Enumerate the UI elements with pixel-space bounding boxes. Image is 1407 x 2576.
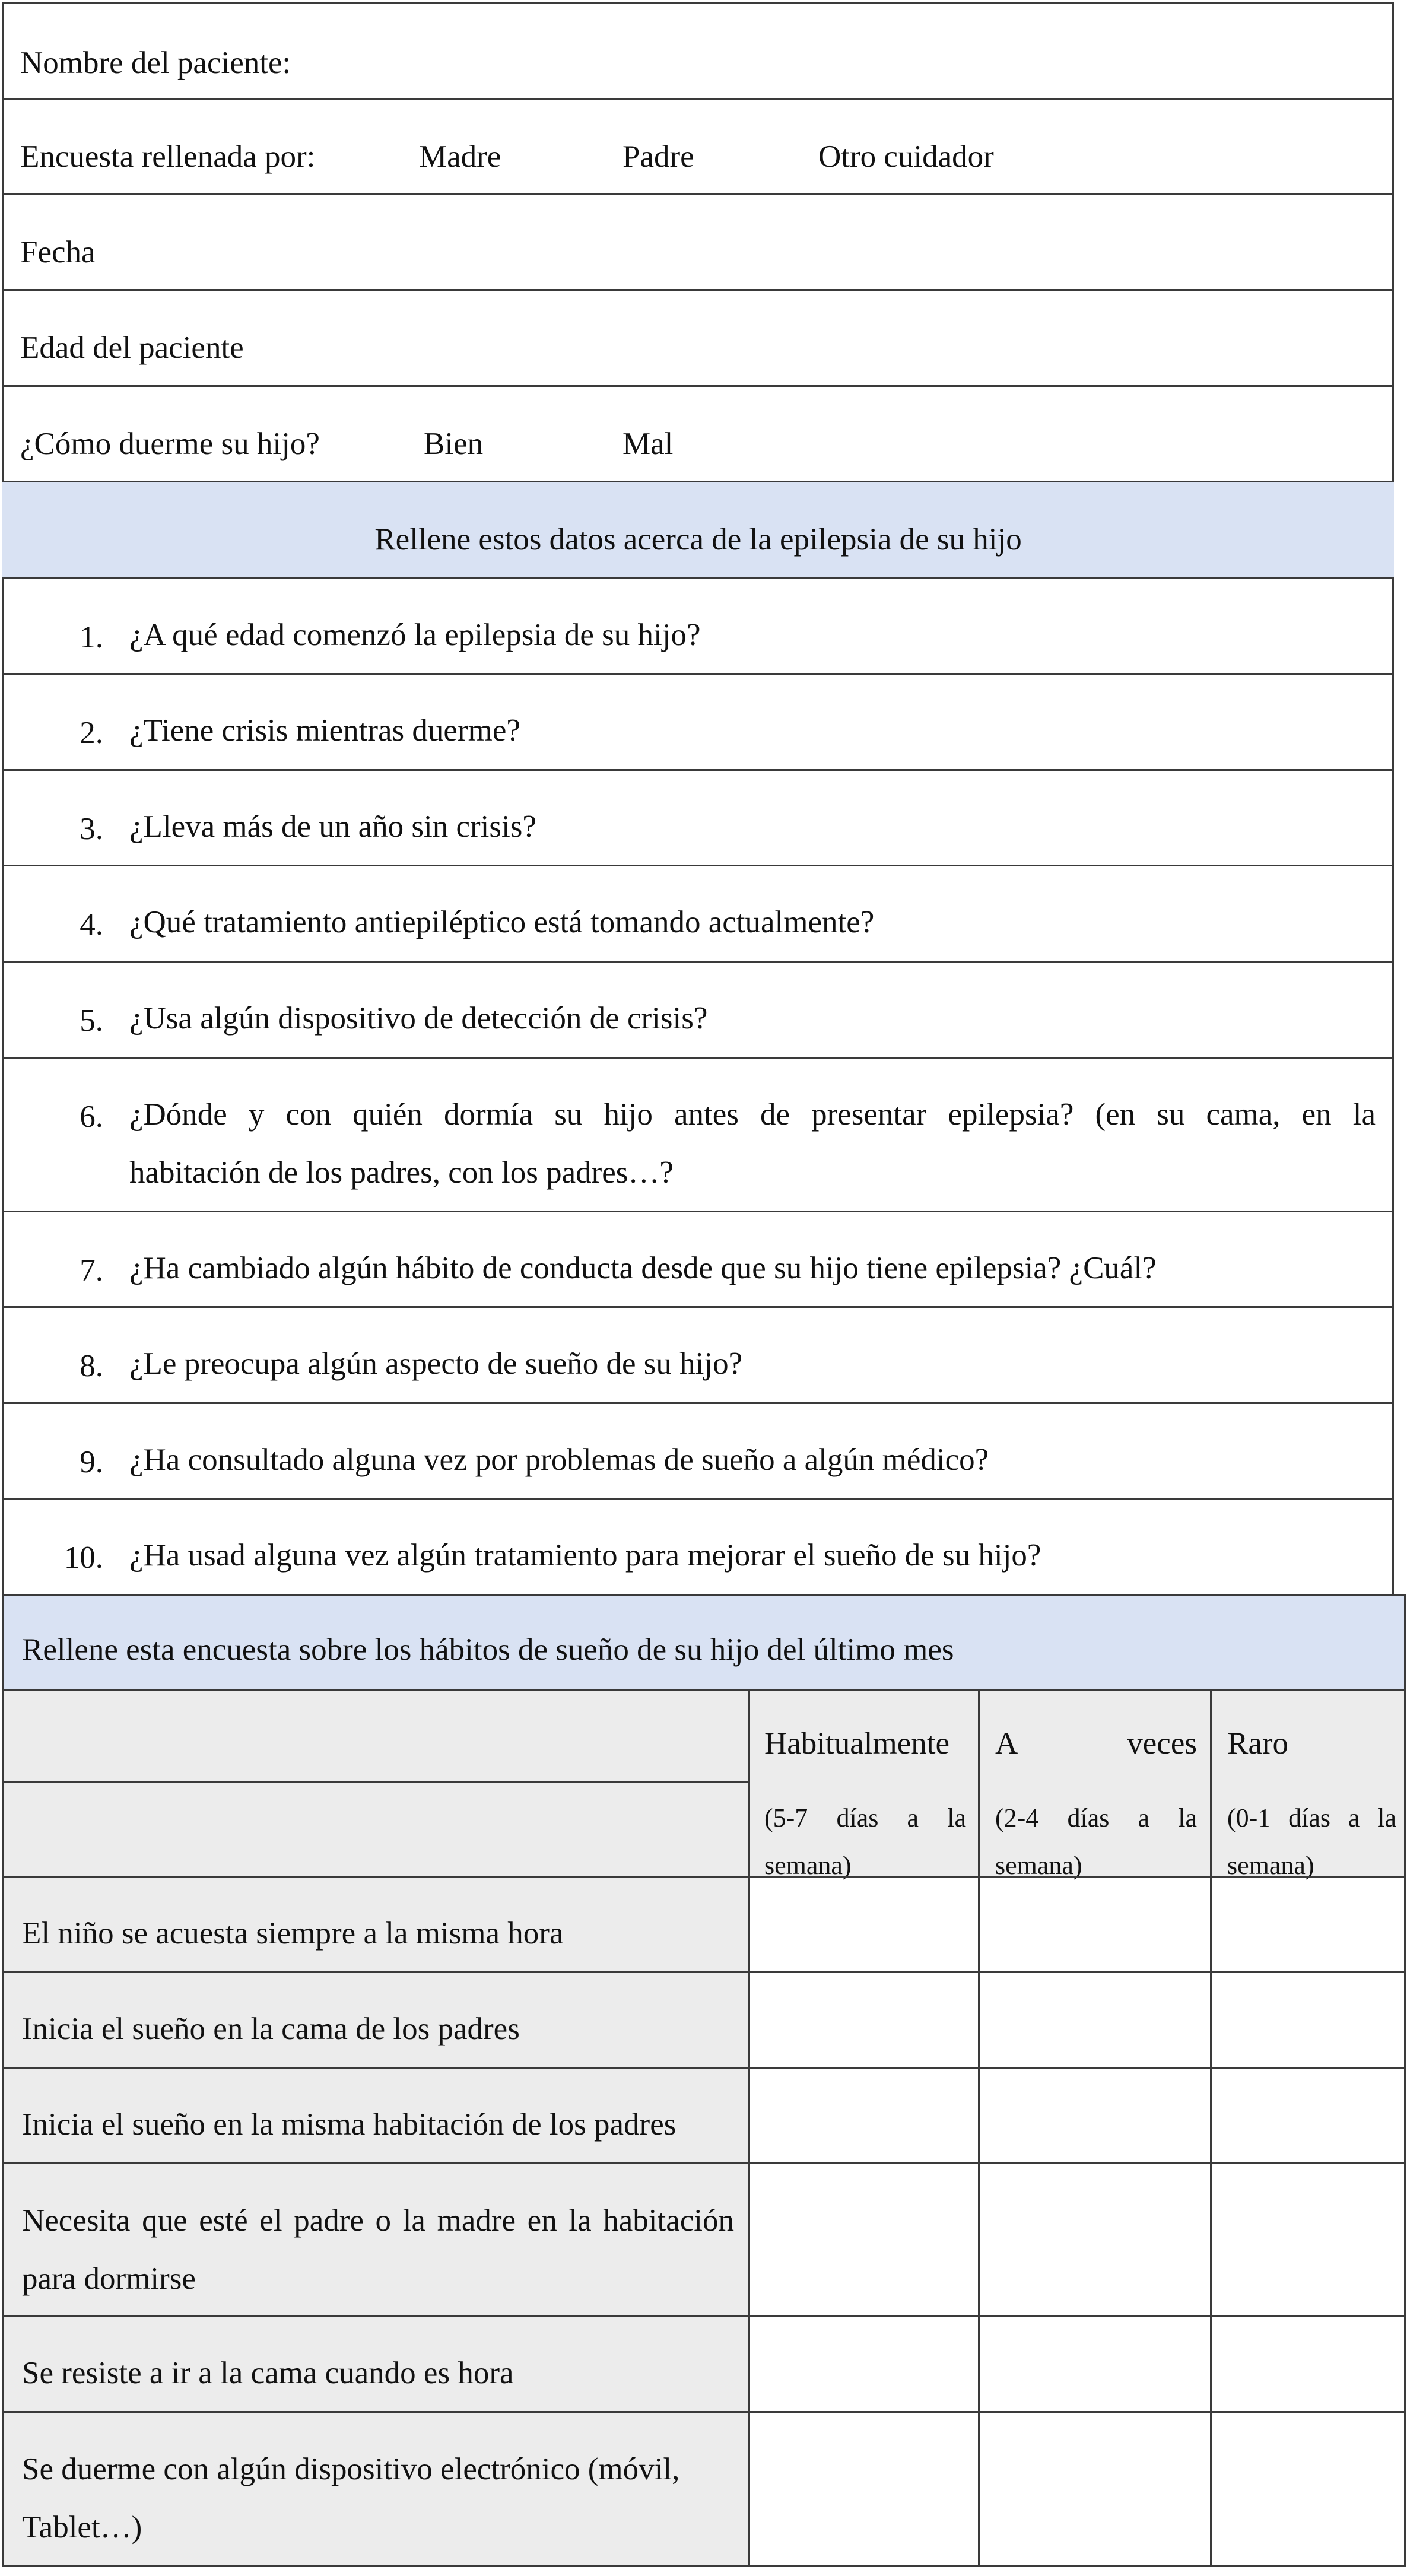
section1-title: Rellene estos datos acerca de la epilepsia de su hijo — [374, 522, 1022, 557]
question-7[interactable] — [2, 1212, 1394, 1308]
filled-by-label: Encuesta rellenada por: — [20, 139, 316, 174]
date-row[interactable] — [2, 195, 1394, 291]
sleep-row — [2, 387, 1394, 482]
section2-header — [2, 1594, 1406, 1691]
sleep-label: ¿Cómo duerme su hijo? — [20, 427, 320, 461]
question-text: ¿Lleva más de un año sin crisis? — [129, 809, 536, 844]
question-text: ¿Ha usad alguna vez algún tratamiento para mejorar el sueño de su hijo? — [129, 1538, 1041, 1573]
answer-cell-raro[interactable] — [1210, 1876, 1406, 1973]
question-number: 2. — [80, 716, 103, 750]
question-text: ¿Ha consultado alguna vez por problemas de sueño a algún médico? — [129, 1443, 989, 1477]
answer-cell-raro[interactable] — [1210, 2067, 1406, 2164]
col-label: A veces — [995, 1726, 1197, 1761]
habit-text: Inicia el sueño en la cama de los padres — [22, 2012, 520, 2046]
col-label: Habitualmente — [764, 1726, 949, 1761]
col-sub: (2-4 días a la semana) — [995, 1803, 1197, 1880]
patient-name-label: Nombre del paciente: — [20, 46, 291, 80]
question-number: 6. — [80, 1100, 103, 1134]
answer-cell-habitualmente[interactable] — [748, 2315, 980, 2413]
col-sub: (0-1 días a la semana) — [1227, 1803, 1396, 1880]
corner-cell-bottom — [2, 1781, 750, 1878]
col-header-raro — [1210, 1689, 1406, 1878]
question-9[interactable] — [2, 1404, 1394, 1500]
question-number: 5. — [80, 1003, 103, 1038]
question-number: 4. — [80, 907, 103, 942]
habit-text: El niño se acuesta siempre a la misma hora — [22, 1916, 564, 1951]
question-5[interactable] — [2, 963, 1394, 1059]
option-madre[interactable]: Madre — [419, 139, 501, 174]
col-sub: (5-7 días a la semana) — [764, 1803, 966, 1880]
habit-row-label — [2, 2162, 750, 2317]
habit-row-label — [2, 2411, 750, 2567]
answer-cell-a-veces[interactable] — [978, 2162, 1212, 2317]
answer-cell-habitualmente[interactable] — [748, 2411, 980, 2567]
question-number: 9. — [80, 1445, 103, 1479]
age-row[interactable] — [2, 291, 1394, 387]
habit-text: Se resiste a ir a la cama cuando es hora — [22, 2356, 514, 2390]
question-number: 10. — [63, 1540, 103, 1575]
answer-cell-habitualmente[interactable] — [748, 1876, 980, 1973]
answer-cell-habitualmente[interactable] — [748, 1971, 980, 2069]
age-label: Edad del paciente — [20, 331, 244, 365]
question-number: 7. — [80, 1253, 103, 1288]
answer-cell-raro[interactable] — [1210, 1971, 1406, 2069]
habit-text: Inicia el sueño en la misma habitación de los padres — [22, 2107, 676, 2142]
question-10[interactable] — [2, 1500, 1394, 1596]
answer-cell-habitualmente[interactable] — [748, 2067, 980, 2164]
question-text: ¿Le preocupa algún aspecto de sueño de su hijo? — [129, 1346, 743, 1381]
question-text-line1: ¿Dónde y con quién dormía su hijo antes de presentar epilepsia? (en su cama, en la — [129, 1097, 1376, 1132]
filled-by-row — [2, 100, 1394, 195]
answer-cell-raro[interactable] — [1210, 2315, 1406, 2413]
habit-row-label — [2, 1876, 750, 1973]
col-label: Raro — [1227, 1726, 1289, 1761]
question-6[interactable] — [2, 1059, 1394, 1212]
question-3[interactable] — [2, 771, 1394, 866]
question-1[interactable] — [2, 579, 1394, 675]
answer-cell-a-veces[interactable] — [978, 2315, 1212, 2413]
answer-cell-a-veces[interactable] — [978, 1876, 1212, 1973]
question-text-line2: habitación de los padres, con los padres…? — [129, 1155, 674, 1190]
habits-table — [2, 1594, 1406, 2574]
question-text: ¿Tiene crisis mientras duerme? — [129, 713, 520, 748]
option-otro-cuidador[interactable]: Otro cuidador — [818, 139, 994, 174]
col-header-habitualmente — [748, 1689, 980, 1878]
patient-name-row[interactable] — [2, 2, 1394, 100]
section1-header — [2, 482, 1394, 579]
habit-text: Se duerme con algún dispositivo electrónico (móvil, Tablet…) — [22, 2452, 680, 2545]
answer-cell-raro[interactable] — [1210, 2162, 1406, 2317]
answer-cell-a-veces[interactable] — [978, 1971, 1212, 2069]
question-text: ¿A qué edad comenzó la epilepsia de su hijo? — [129, 618, 701, 652]
col-header-a-veces — [978, 1689, 1212, 1878]
question-number: 1. — [80, 620, 103, 655]
answer-cell-habitualmente[interactable] — [748, 2162, 980, 2317]
option-padre[interactable]: Padre — [622, 139, 694, 174]
habit-row-label — [2, 1971, 750, 2069]
answer-cell-a-veces[interactable] — [978, 2411, 1212, 2567]
section2-title: Rellene esta encuesta sobre los hábitos de sueño de su hijo del último mes — [22, 1632, 954, 1667]
habit-row-label — [2, 2315, 750, 2413]
question-text: ¿Usa algún dispositivo de detección de crisis? — [129, 1001, 708, 1036]
option-bien[interactable]: Bien — [424, 427, 484, 461]
habit-row-label — [2, 2067, 750, 2164]
option-mal[interactable]: Mal — [622, 427, 674, 461]
habit-text: Necesita que esté el padre o la madre en la habitación para dormirse — [22, 2203, 734, 2296]
question-4[interactable] — [2, 866, 1394, 963]
question-2[interactable] — [2, 675, 1394, 771]
question-number: 3. — [80, 812, 103, 846]
corner-cell-top — [2, 1689, 750, 1783]
question-text: ¿Qué tratamiento antiepiléptico está tomando actualmente? — [129, 905, 875, 939]
question-number: 8. — [80, 1349, 103, 1383]
answer-cell-raro[interactable] — [1210, 2411, 1406, 2567]
date-label: Fecha — [20, 235, 96, 269]
answer-cell-a-veces[interactable] — [978, 2067, 1212, 2164]
question-text: ¿Ha cambiado algún hábito de conducta desde que su hijo tiene epilepsia? ¿Cuál? — [129, 1251, 1157, 1285]
question-8[interactable] — [2, 1308, 1394, 1404]
